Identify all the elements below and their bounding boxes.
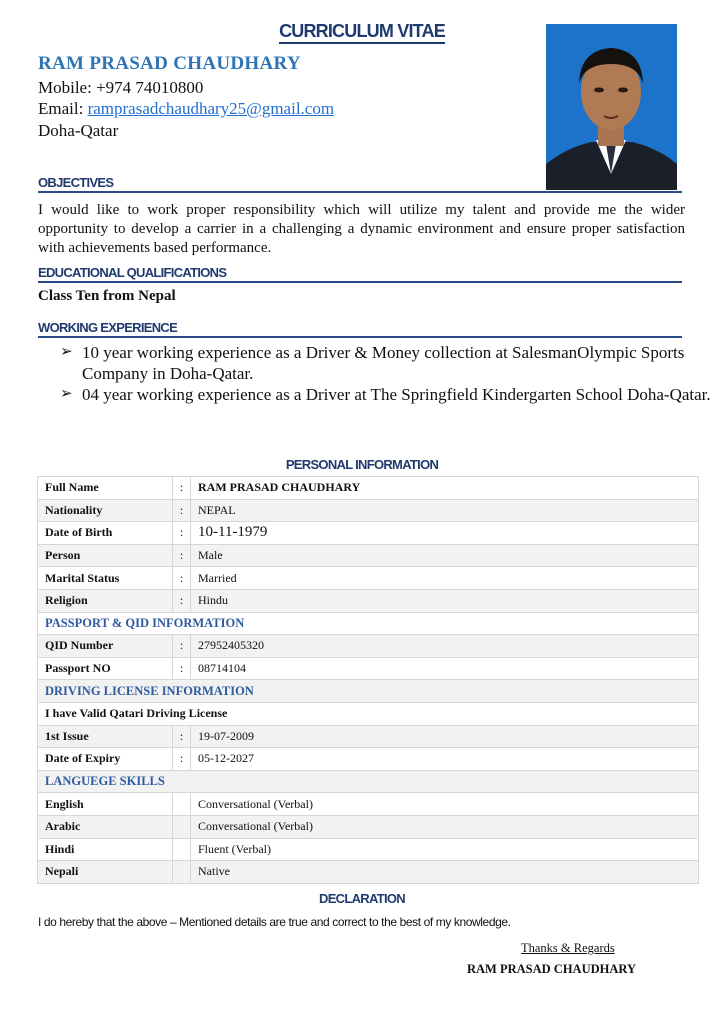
row-colon: : [173, 567, 191, 590]
row-colon: : [173, 522, 191, 545]
row-label: English [38, 793, 173, 816]
cv-title: CURRICULUM VITAE [0, 21, 724, 42]
row-value: Fluent (Verbal) [191, 838, 699, 861]
row-value: 10-11-1979 [191, 522, 699, 545]
row-value: RAM PRASAD CHAUDHARY [191, 477, 699, 500]
arrow-bullet-icon: ➢ [60, 386, 73, 402]
experience-item [60, 342, 720, 386]
row-spacer [173, 838, 191, 861]
education-text: Class Ten from Nepal [38, 288, 176, 304]
row-label: Passport NO [38, 657, 173, 680]
thanks-regards: Thanks & Regards [521, 941, 615, 955]
row-colon: : [173, 725, 191, 748]
row-value: 19-07-2009 [191, 725, 699, 748]
declaration-text: I do hereby that the above – Mentioned details are true and correct to the best of my knowledge. [38, 915, 511, 929]
experience-item-text: 10 year working experience as a Driver & Money collection at SalesmanOlympic Sports Company in Doha-Qatar. [82, 343, 685, 383]
experience-item-text: 04 year working experience as a Driver at The Springfield Kindergarten School Doha-Qatar. [82, 385, 711, 404]
row-label: Date of Birth [38, 522, 173, 545]
row-colon: : [173, 748, 191, 771]
row-spacer [173, 793, 191, 816]
language-section-heading: LANGUEGE SKILLS [38, 770, 699, 793]
candidate-name: RAM PRASAD CHAUDHARY [38, 53, 301, 74]
education-heading: EDUCATIONAL QUALIFICATIONS [38, 265, 682, 283]
table-row [38, 838, 699, 861]
row-value: Conversational (Verbal) [191, 793, 699, 816]
table-section-row [38, 612, 699, 635]
personal-info-table [37, 476, 699, 884]
row-colon: : [173, 499, 191, 522]
table-row [38, 815, 699, 838]
row-spacer [173, 861, 191, 884]
row-value: Conversational (Verbal) [191, 815, 699, 838]
row-label: Nationality [38, 499, 173, 522]
row-value: Male [191, 544, 699, 567]
arrow-bullet-icon: ➢ [60, 344, 73, 360]
profile-photo [546, 24, 677, 190]
mobile-line: Mobile: +974 74010800 [38, 78, 204, 97]
row-colon: : [173, 544, 191, 567]
row-label: Full Name [38, 477, 173, 500]
row-value: Native [191, 861, 699, 884]
table-row [38, 522, 699, 545]
signature-name: RAM PRASAD CHAUDHARY [467, 962, 636, 976]
row-value: Hindu [191, 589, 699, 612]
table-row [38, 567, 699, 590]
table-row [38, 725, 699, 748]
row-label: Marital Status [38, 567, 173, 590]
table-row [38, 635, 699, 658]
row-label: Nepali [38, 861, 173, 884]
row-value: NEPAL [191, 499, 699, 522]
row-value: 27952405320 [191, 635, 699, 658]
row-value: Married [191, 567, 699, 590]
row-label: 1st Issue [38, 725, 173, 748]
row-label: Date of Expiry [38, 748, 173, 771]
row-colon: : [173, 589, 191, 612]
experience-item [60, 384, 720, 428]
row-label: Religion [38, 589, 173, 612]
table-row [38, 702, 699, 725]
row-label: Arabic [38, 815, 173, 838]
table-row [38, 499, 699, 522]
row-colon: : [173, 477, 191, 500]
table-section-row [38, 770, 699, 793]
row-value: 08714104 [191, 657, 699, 680]
table-row [38, 544, 699, 567]
declaration-heading: DECLARATION [319, 891, 405, 906]
license-section-heading: DRIVING LICENSE INFORMATION [38, 680, 699, 703]
portrait-illustration [546, 24, 677, 190]
license-note: I have Valid Qatari Driving License [38, 702, 699, 725]
experience-heading: WORKING EXPERIENCE [38, 320, 682, 338]
email-link[interactable]: ramprasadchaudhary25@gmail.com [87, 99, 335, 118]
table-row [38, 477, 699, 500]
objectives-heading: OBJECTIVES [38, 175, 682, 193]
row-label: QID Number [38, 635, 173, 658]
email-label: Email: [38, 99, 88, 118]
objectives-text: I would like to work proper responsibility which will utilize my talent and provide me the wider opportunity to develop a carrier in a challenging a dynamic environment and ensure proper satisfaction with achievements based performance. [38, 202, 685, 256]
email-line [38, 99, 334, 119]
table-section-row [38, 680, 699, 703]
location-line: Doha-Qatar [38, 121, 119, 140]
row-label: Person [38, 544, 173, 567]
row-spacer [173, 815, 191, 838]
row-label: Hindi [38, 838, 173, 861]
row-colon: : [173, 635, 191, 658]
table-row [38, 657, 699, 680]
table-row [38, 861, 699, 884]
table-row [38, 793, 699, 816]
row-colon: : [173, 657, 191, 680]
personal-info-heading: PERSONAL INFORMATION [285, 457, 439, 472]
table-row [38, 748, 699, 771]
passport-section-heading: PASSPORT & QID INFORMATION [38, 612, 699, 635]
table-row [38, 589, 699, 612]
row-value: 05-12-2027 [191, 748, 699, 771]
